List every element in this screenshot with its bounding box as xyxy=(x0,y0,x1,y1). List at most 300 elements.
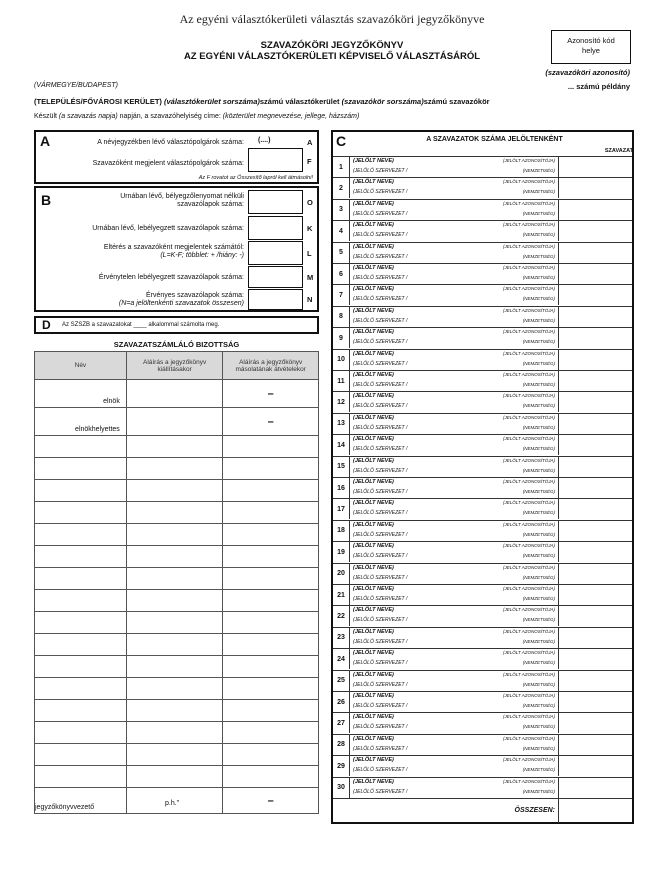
candidate-name-placeholder: (JELÖLT NEVE) xyxy=(353,393,394,400)
district-label: számú választókerület xyxy=(259,97,340,106)
signature-copy-cell[interactable] xyxy=(223,678,319,700)
signature-copy-cell[interactable] xyxy=(223,700,319,722)
candidate-votes-field[interactable] xyxy=(558,671,632,691)
nationality-placeholder: (NEMZETISÉG) xyxy=(522,660,555,666)
signature-issue-cell[interactable] xyxy=(126,722,223,744)
invalid-label: Érvénytelen lebélyegzett szavazólapok száma: xyxy=(98,274,244,281)
dash-mark: – xyxy=(267,794,274,807)
candidate-votes-field[interactable] xyxy=(558,264,632,284)
candidate-name-placeholder: (JELÖLT NEVE) xyxy=(353,265,394,271)
registered-voters-label: A névjegyzékben lévő választópolgárok száma: xyxy=(97,139,244,146)
candidate-row xyxy=(333,306,632,327)
candidate-id-placeholder: (JELÖLT AZONOSÍTÓJA) xyxy=(502,693,555,698)
dash-mark: – xyxy=(267,387,274,400)
candidate-row xyxy=(333,370,632,391)
nationality-placeholder: (NEMZETISÉG) xyxy=(522,617,555,623)
candidate-votes-field[interactable] xyxy=(558,243,632,263)
candidate-row xyxy=(333,670,632,691)
heading-line-2: AZ EGYÉNI VÁLASZTÓKERÜLETI KÉPVISELŐ VÁLASZTÁSÁRÓL xyxy=(183,51,481,62)
row-code-a: A xyxy=(307,138,313,147)
row-code-f: F xyxy=(307,157,312,166)
nominating-org-placeholder: (JELÖLŐ SZERVEZET / xyxy=(353,788,408,795)
nominating-org-placeholder: (JELÖLŐ SZERVEZET / xyxy=(353,489,408,495)
nominating-org-placeholder: (JELÖLŐ SZERVEZET / xyxy=(353,767,408,774)
address-placeholder: (közterület megnevezése, jellege, házszám) xyxy=(222,113,360,120)
candidate-number: 10 xyxy=(333,350,350,370)
candidate-row xyxy=(333,777,632,798)
nationality-placeholder: (NEMZETISÉG) xyxy=(522,446,555,452)
candidate-name-placeholder: (JELÖLT NEVE) xyxy=(353,628,394,635)
candidate-votes-field[interactable] xyxy=(558,178,632,198)
candidate-votes-field[interactable] xyxy=(558,606,632,626)
candidate-id-placeholder: (JELÖLT AZONOSÍTÓJA) xyxy=(502,222,555,228)
signature-issue-cell[interactable] xyxy=(126,480,223,502)
candidate-id-placeholder: (JELÖLT AZONOSÍTÓJA) xyxy=(502,372,555,377)
member-name-cell[interactable] xyxy=(35,722,127,744)
difference-label-1: Eltérés a szavazóként megjelentek számától: xyxy=(103,244,244,251)
candidate-id-placeholder: (JELÖLT AZONOSÍTÓJA) xyxy=(502,158,555,163)
nominating-org-placeholder: (JELÖLŐ SZERVEZET / xyxy=(353,296,408,303)
nationality-placeholder: (NEMZETISÉG) xyxy=(522,553,555,559)
candidate-name-placeholder: (JELÖLT NEVE) xyxy=(353,436,394,443)
candidate-id-placeholder: (JELÖLT AZONOSÍTÓJA) xyxy=(502,200,555,206)
nationality-placeholder: (NEMZETISÉG) xyxy=(522,745,555,751)
nationality-placeholder: (NEMZETISÉG) xyxy=(522,489,555,494)
candidate-votes-field[interactable] xyxy=(558,649,632,669)
committee-row xyxy=(35,480,319,502)
candidate-id-placeholder: (JELÖLT AZONOSÍTÓJA) xyxy=(502,564,555,570)
candidate-id-placeholder: (JELÖLT AZONOSÍTÓJA) xyxy=(502,586,555,591)
nominating-org-placeholder: (JELÖLŐ SZERVEZET / xyxy=(353,681,408,688)
nominating-org-placeholder: (JELÖLŐ SZERVEZET / xyxy=(353,382,408,388)
signature-copy-cell[interactable] xyxy=(223,612,319,634)
unstamped-label-1: Urnában lévő, bélyegzőlenyomat nélküli xyxy=(120,193,244,200)
member-name-cell[interactable] xyxy=(35,546,127,568)
committee-row xyxy=(35,436,319,458)
nominating-org-placeholder: (JELÖLŐ SZERVEZET / xyxy=(353,424,408,431)
document-top-title: Az egyéni választókerületi választás szavazóköri jegyzőkönyve xyxy=(179,12,485,26)
signature-copy-cell[interactable] xyxy=(223,766,319,788)
signature-issue-cell[interactable] xyxy=(126,408,223,436)
settlement-placeholder: (TELEPÜLÉS/FŐVÁROSI KERÜLET) xyxy=(34,97,162,106)
candidate-number: 28 xyxy=(333,735,350,755)
candidate-name-placeholder: (JELÖLT NEVE) xyxy=(353,479,394,485)
member-name-cell[interactable] xyxy=(35,480,127,502)
member-name-cell[interactable] xyxy=(35,458,127,480)
signature-issue-cell[interactable] xyxy=(126,678,223,700)
candidate-id-placeholder: (JELÖLT AZONOSÍTÓJA) xyxy=(502,436,555,442)
candidate-number: 2 xyxy=(333,178,350,198)
candidate-id-placeholder: (JELÖLT AZONOSÍTÓJA) xyxy=(502,543,555,549)
candidate-votes-field[interactable] xyxy=(558,778,632,798)
signature-issue-cell[interactable] xyxy=(126,612,223,634)
id-code-label: Azonosító kód xyxy=(567,36,615,45)
nominating-org-placeholder: (JELÖLŐ SZERVEZET / xyxy=(353,531,408,538)
candidate-number: 25 xyxy=(333,671,350,691)
candidate-number: 26 xyxy=(333,692,350,712)
signature-issue-cell[interactable] xyxy=(126,524,223,546)
nominating-org-placeholder: (JELÖLŐ SZERVEZET / xyxy=(353,232,408,239)
difference-label-2: (L=K-F; többlet: + /hiány: -) xyxy=(160,252,244,259)
nominating-org-placeholder: (JELÖLŐ SZERVEZET / xyxy=(353,339,408,346)
candidate-id-placeholder: (JELÖLT AZONOSÍTÓJA) xyxy=(502,607,555,613)
document-heading xyxy=(0,40,664,62)
member-name-cell[interactable] xyxy=(35,656,127,678)
candidate-row xyxy=(333,648,632,669)
candidate-name-placeholder: (JELÖLT NEVE) xyxy=(353,543,394,550)
nationality-placeholder: (NEMZETISÉG) xyxy=(522,596,555,601)
member-role: jegyzőkönyvvezető xyxy=(35,804,95,811)
candidate-row xyxy=(333,242,632,263)
valid-label-1: Érvényes szavazólapok száma: xyxy=(145,292,244,299)
candidate-number: 29 xyxy=(333,756,350,776)
candidate-votes-field[interactable] xyxy=(558,457,632,477)
section-b-letter: B xyxy=(41,192,52,208)
candidate-votes-field[interactable] xyxy=(558,350,632,370)
candidate-id-placeholder: (JELÖLT AZONOSÍTÓJA) xyxy=(502,265,555,270)
election-date-placeholder: (a szavazás napja) xyxy=(58,113,118,120)
valid-label-2: (N=a jelöltenkénti szavazatok összesen) xyxy=(118,300,244,307)
candidate-votes-field[interactable] xyxy=(558,392,632,412)
signature-copy-cell[interactable] xyxy=(223,458,319,480)
candidate-row xyxy=(333,391,632,412)
signature-issue-cell[interactable] xyxy=(126,744,223,766)
candidate-votes-field[interactable] xyxy=(558,542,632,562)
col-sign-issue: Aláírás a jegyzőkönyv kiállításakor xyxy=(126,352,223,380)
signature-copy-cell[interactable] xyxy=(223,722,319,744)
candidate-number: 14 xyxy=(333,435,350,455)
candidate-row xyxy=(333,712,632,733)
nationality-placeholder: (NEMZETISÉG) xyxy=(522,703,555,708)
committee-row xyxy=(35,458,319,480)
signature-issue-cell[interactable] xyxy=(126,766,223,788)
candidate-id-placeholder: (JELÖLT AZONOSÍTÓJA) xyxy=(502,329,555,335)
signature-copy-cell[interactable] xyxy=(223,380,319,408)
row-code-o: O xyxy=(307,198,313,207)
candidate-name-placeholder: (JELÖLT NEVE) xyxy=(353,607,394,614)
candidate-name-placeholder: (JELÖLT NEVE) xyxy=(353,414,394,421)
candidate-name-placeholder: (JELÖLT NEVE) xyxy=(353,564,394,571)
signature-copy-cell[interactable] xyxy=(223,788,319,814)
section-a-letter: A xyxy=(40,133,51,149)
dash-mark: – xyxy=(267,415,274,428)
member-name-cell[interactable] xyxy=(35,788,127,814)
unstamped-ballots-field[interactable] xyxy=(248,190,303,214)
candidate-votes-field[interactable] xyxy=(558,200,632,220)
signature-issue-cell[interactable] xyxy=(126,502,223,524)
member-name-cell[interactable] xyxy=(35,590,127,612)
nominating-org-placeholder: (JELÖLŐ SZERVEZET / xyxy=(353,574,408,581)
valid-ballots-label xyxy=(46,292,244,308)
nominating-org-placeholder: (JELÖLŐ SZERVEZET / xyxy=(353,724,408,731)
member-name-cell[interactable] xyxy=(35,502,127,524)
signature-issue-cell[interactable] xyxy=(126,380,223,408)
nationality-placeholder: (NEMZETISÉG) xyxy=(522,210,555,216)
nominating-org-placeholder: (JELÖLŐ SZERVEZET / xyxy=(353,360,408,367)
candidate-name-placeholder: (JELÖLT NEVE) xyxy=(353,243,394,250)
candidate-votes-field[interactable] xyxy=(558,414,632,434)
signature-copy-cell[interactable] xyxy=(223,656,319,678)
candidate-number: 5 xyxy=(333,243,350,263)
registered-voters-value: (....) xyxy=(258,137,271,144)
nationality-placeholder: (NEMZETISÉG) xyxy=(522,339,555,345)
candidate-row xyxy=(333,327,632,348)
committee-row xyxy=(35,502,319,524)
precinct-number-placeholder: (szavazókör sorszáma) xyxy=(341,97,424,106)
candidate-number: 30 xyxy=(333,778,350,798)
nationality-placeholder: (NEMZETISÉG) xyxy=(522,788,555,794)
candidate-votes-field[interactable] xyxy=(558,478,632,498)
candidate-votes-field[interactable] xyxy=(558,307,632,327)
candidate-votes-field[interactable] xyxy=(558,564,632,584)
candidate-name-placeholder: (JELÖLT NEVE) xyxy=(353,693,394,699)
heading-line-1: SZAVAZÓKÖRI JEGYZŐKÖNYV xyxy=(260,40,404,51)
nationality-placeholder: (NEMZETISÉG) xyxy=(522,724,555,730)
candidate-number: 4 xyxy=(333,221,350,241)
precinct-id-placeholder: (szavazóköri azonosító) xyxy=(545,68,630,77)
candidate-name-placeholder: (JELÖLT NEVE) xyxy=(353,372,394,378)
committee-row xyxy=(35,380,319,408)
candidate-row xyxy=(333,755,632,776)
member-name-cell[interactable] xyxy=(35,436,127,458)
col-name: Név xyxy=(35,352,127,380)
candidate-votes-field[interactable] xyxy=(558,735,632,755)
nominating-org-placeholder: (JELÖLŐ SZERVEZET / xyxy=(353,638,408,645)
nominating-org-placeholder: (JELÖLŐ SZERVEZET / xyxy=(353,553,408,560)
nominating-org-placeholder: (JELÖLŐ SZERVEZET / xyxy=(353,189,408,196)
nationality-placeholder: (NEMZETISÉG) xyxy=(522,253,555,259)
candidate-row xyxy=(333,584,632,605)
nominating-org-placeholder: (JELÖLŐ SZERVEZET / xyxy=(353,168,408,174)
candidate-id-placeholder: (JELÖLT AZONOSÍTÓJA) xyxy=(502,350,555,356)
candidate-name-placeholder: (JELÖLT NEVE) xyxy=(353,158,394,164)
candidate-row xyxy=(333,691,632,712)
prepared-label: Készült xyxy=(34,113,57,120)
nationality-placeholder: (NEMZETISÉG) xyxy=(522,424,555,430)
nationality-placeholder: (NEMZETISÉG) xyxy=(522,360,555,366)
member-name-cell[interactable] xyxy=(35,678,127,700)
candidate-name-placeholder: (JELÖLT NEVE) xyxy=(353,586,394,592)
stamped-label: Urnában lévő, lebélyegzett szavazólapok száma: xyxy=(92,225,244,232)
candidate-votes-field[interactable] xyxy=(558,157,632,177)
committee-row xyxy=(35,678,319,700)
candidate-id-placeholder: (JELÖLT AZONOSÍTÓJA) xyxy=(502,500,555,506)
signature-copy-cell[interactable] xyxy=(223,436,319,458)
signature-issue-cell[interactable] xyxy=(126,590,223,612)
committee-row xyxy=(35,766,319,788)
candidate-id-placeholder: (JELÖLT AZONOSÍTÓJA) xyxy=(502,650,555,656)
candidate-row xyxy=(333,734,632,755)
member-name-cell[interactable] xyxy=(35,612,127,634)
candidate-votes-field[interactable] xyxy=(558,371,632,391)
signature-issue-cell[interactable] xyxy=(126,458,223,480)
total-votes-field[interactable] xyxy=(558,799,632,823)
section-c xyxy=(331,130,634,824)
candidate-row xyxy=(333,177,632,198)
candidate-votes-field[interactable] xyxy=(558,628,632,648)
candidate-row xyxy=(333,541,632,562)
signature-issue-cell[interactable] xyxy=(126,436,223,458)
signature-issue-cell[interactable] xyxy=(126,568,223,590)
candidate-name-placeholder: (JELÖLT NEVE) xyxy=(353,457,394,464)
prepared-line xyxy=(34,113,359,120)
candidate-number: 9 xyxy=(333,328,350,348)
committee-row xyxy=(35,408,319,436)
candidate-id-placeholder: (JELÖLT AZONOSÍTÓJA) xyxy=(502,179,555,185)
member-name-cell[interactable] xyxy=(35,744,127,766)
candidate-id-placeholder: (JELÖLT AZONOSÍTÓJA) xyxy=(502,671,555,677)
nominating-org-placeholder: (JELÖLŐ SZERVEZET / xyxy=(353,745,408,752)
candidate-votes-field[interactable] xyxy=(558,713,632,733)
candidate-name-placeholder: (JELÖLT NEVE) xyxy=(353,286,394,293)
committee-row xyxy=(35,656,319,678)
candidate-id-placeholder: (JELÖLT AZONOSÍTÓJA) xyxy=(502,628,555,634)
committee-row xyxy=(35,700,319,722)
county-placeholder: (VÁRMEGYE/BUDAPEST) xyxy=(34,82,119,89)
unstamped-label-2: szavazólapok száma: xyxy=(177,201,244,208)
difference-label xyxy=(46,244,244,260)
candidate-number: 22 xyxy=(333,606,350,626)
committee-title: SZAVAZATSZÁMLÁLÓ BIZOTTSÁG xyxy=(113,340,240,349)
nationality-placeholder: (NEMZETISÉG) xyxy=(522,467,555,473)
candidate-row xyxy=(333,413,632,434)
candidate-number: 6 xyxy=(333,264,350,284)
candidate-votes-field[interactable] xyxy=(558,499,632,519)
nominating-org-placeholder: (JELÖLŐ SZERVEZET / xyxy=(353,703,408,709)
valid-ballots-field[interactable] xyxy=(248,289,303,310)
signature-issue-cell[interactable] xyxy=(126,700,223,722)
stamped-ballots-label xyxy=(46,225,244,233)
candidate-id-placeholder: (JELÖLT AZONOSÍTÓJA) xyxy=(502,286,555,292)
signature-issue-cell[interactable] xyxy=(126,656,223,678)
candidate-number: 27 xyxy=(333,713,350,733)
candidate-votes-field[interactable] xyxy=(558,221,632,241)
section-c-letter: C xyxy=(336,133,347,149)
address-label: napján, a szavazóhelyiség címe: xyxy=(119,113,221,120)
candidate-row xyxy=(333,220,632,241)
signature-copy-cell[interactable] xyxy=(223,546,319,568)
candidate-row xyxy=(333,284,632,305)
member-name-cell[interactable] xyxy=(35,568,127,590)
member-name-cell[interactable] xyxy=(35,408,127,436)
nationality-placeholder: (NEMZETISÉG) xyxy=(522,232,555,238)
nationality-placeholder: (NEMZETISÉG) xyxy=(522,189,555,195)
invalid-ballots-field[interactable] xyxy=(248,266,303,288)
signature-issue-cell[interactable] xyxy=(126,634,223,656)
nationality-placeholder: (NEMZETISÉG) xyxy=(522,574,555,580)
nominating-org-placeholder: (JELÖLŐ SZERVEZET / xyxy=(353,617,408,624)
row-code-m: M xyxy=(307,273,314,282)
candidate-row xyxy=(333,477,632,498)
signature-copy-cell[interactable] xyxy=(223,480,319,502)
signature-issue-cell[interactable] xyxy=(126,546,223,568)
col-sign-copy: Aláírás a jegyzőkönyv másolatának átvételekor xyxy=(223,352,319,380)
row-code-k: K xyxy=(307,224,313,233)
candidate-name-placeholder: (JELÖLT NEVE) xyxy=(353,778,394,785)
candidate-number: 15 xyxy=(333,457,350,477)
nationality-placeholder: (NEMZETISÉG) xyxy=(522,531,555,537)
candidate-row xyxy=(333,520,632,541)
nationality-placeholder: (NEMZETISÉG) xyxy=(522,296,555,302)
candidate-number: 8 xyxy=(333,307,350,327)
stamped-ballots-field[interactable] xyxy=(248,216,303,240)
id-code-sublabel: helye xyxy=(582,46,600,55)
candidate-name-placeholder: (JELÖLT NEVE) xyxy=(353,222,394,229)
candidate-row xyxy=(333,156,632,177)
nationality-placeholder: (NEMZETISÉG) xyxy=(522,767,555,773)
candidate-name-placeholder: (JELÖLT NEVE) xyxy=(353,757,394,764)
member-name-cell[interactable] xyxy=(35,634,127,656)
member-name-cell[interactable] xyxy=(35,380,127,408)
candidate-id-placeholder: (JELÖLT AZONOSÍTÓJA) xyxy=(502,479,555,484)
candidate-number: 21 xyxy=(333,585,350,605)
candidate-name-placeholder: (JELÖLT NEVE) xyxy=(353,179,394,186)
signature-copy-cell[interactable] xyxy=(223,744,319,766)
candidate-votes-field[interactable] xyxy=(558,756,632,776)
member-name-cell[interactable] xyxy=(35,524,127,546)
voters-appeared-label: Szavazóként megjelent választópolgárok száma: xyxy=(92,160,244,167)
member-name-cell[interactable] xyxy=(35,766,127,788)
candidate-number: 1 xyxy=(333,157,350,177)
section-c-title: A SZAVAZATOK SZÁMA JELÖLTENKÉNT xyxy=(426,136,563,143)
nominating-org-placeholder: (JELÖLŐ SZERVEZET / xyxy=(353,403,408,410)
signature-copy-cell[interactable] xyxy=(223,568,319,590)
voters-appeared-field[interactable] xyxy=(248,148,303,172)
candidate-id-placeholder: (JELÖLT AZONOSÍTÓJA) xyxy=(502,393,555,399)
candidate-number: 12 xyxy=(333,392,350,412)
candidate-votes-field[interactable] xyxy=(558,328,632,348)
nationality-placeholder: (NEMZETISÉG) xyxy=(522,681,555,687)
candidate-number: 13 xyxy=(333,414,350,434)
candidate-name-placeholder: (JELÖLT NEVE) xyxy=(353,350,394,357)
signature-copy-cell[interactable] xyxy=(223,408,319,436)
candidate-votes-field[interactable] xyxy=(558,585,632,605)
nationality-placeholder: (NEMZETISÉG) xyxy=(522,638,555,644)
signature-copy-cell[interactable] xyxy=(223,502,319,524)
candidate-id-placeholder: (JELÖLT AZONOSÍTÓJA) xyxy=(502,521,555,527)
signature-copy-cell[interactable] xyxy=(223,524,319,546)
nationality-placeholder: (NEMZETISÉG) xyxy=(522,382,555,387)
signature-copy-cell[interactable] xyxy=(223,634,319,656)
candidate-number: 16 xyxy=(333,478,350,498)
signature-copy-cell[interactable] xyxy=(223,590,319,612)
nominating-org-placeholder: (JELÖLŐ SZERVEZET / xyxy=(353,467,408,474)
nominating-org-placeholder: (JELÖLŐ SZERVEZET / xyxy=(353,275,408,281)
difference-field[interactable] xyxy=(248,241,303,265)
committee-row xyxy=(35,546,319,568)
candidate-id-placeholder: (JELÖLT AZONOSÍTÓJA) xyxy=(502,735,555,741)
nationality-placeholder: (NEMZETISÉG) xyxy=(522,403,555,409)
candidate-row xyxy=(333,263,632,284)
committee-row xyxy=(35,590,319,612)
candidate-id-placeholder: (JELÖLT AZONOSÍTÓJA) xyxy=(502,757,555,763)
candidate-votes-field[interactable] xyxy=(558,435,632,455)
candidate-id-placeholder: (JELÖLT AZONOSÍTÓJA) xyxy=(502,243,555,249)
candidate-name-placeholder: (JELÖLT NEVE) xyxy=(353,650,394,657)
member-name-cell[interactable] xyxy=(35,700,127,722)
candidate-votes-field[interactable] xyxy=(558,692,632,712)
candidate-number: 18 xyxy=(333,521,350,541)
candidate-row xyxy=(333,498,632,519)
candidate-votes-field[interactable] xyxy=(558,521,632,541)
row-code-l: L xyxy=(307,249,312,258)
copy-number: ... számú példány xyxy=(567,82,630,91)
section-d-letter: D xyxy=(42,318,51,332)
nominating-org-placeholder: (JELÖLŐ SZERVEZET / xyxy=(353,253,408,260)
precinct-label: számú szavazókör xyxy=(423,97,490,106)
candidate-votes-field[interactable] xyxy=(558,285,632,305)
candidate-row xyxy=(333,563,632,584)
